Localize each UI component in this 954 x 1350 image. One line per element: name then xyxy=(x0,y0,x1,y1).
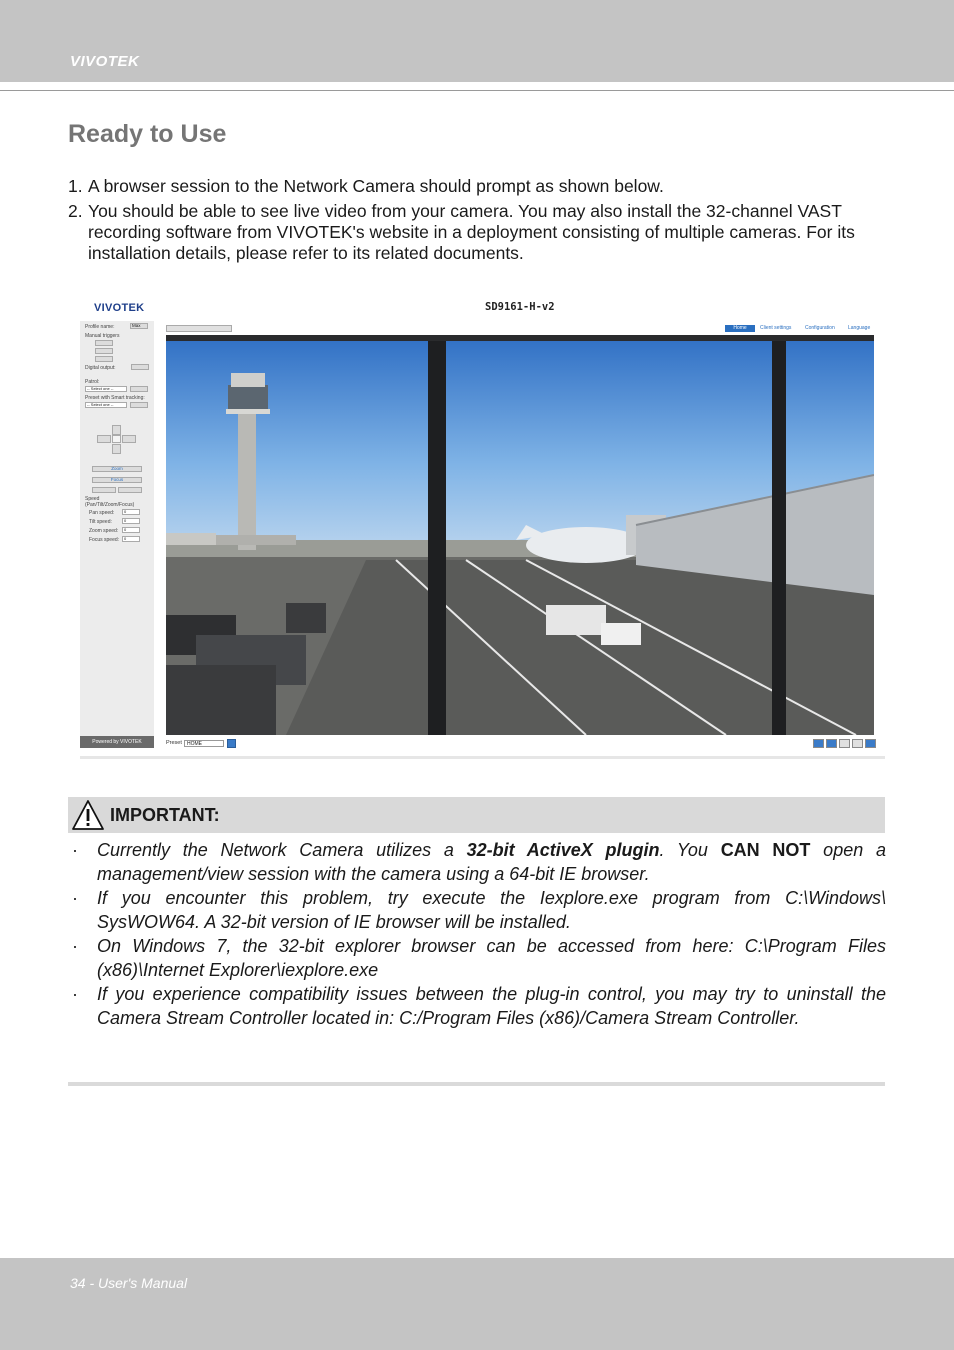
stream-tabs[interactable] xyxy=(166,325,232,332)
step-number: 2. xyxy=(68,201,83,221)
step-item xyxy=(68,201,888,264)
preset-smart-label: Preset with Smart tracking: xyxy=(85,395,145,401)
preset-smart-select[interactable]: -- Select one -- xyxy=(85,402,127,408)
patrol-label: Patrol: xyxy=(85,379,100,385)
bullet-text: On Windows 7, the 32-bit explorer browser can be accessed from here: C:\Program Files (x86)\Internet Explorer\iexplore.exe xyxy=(97,936,886,980)
trigger-toggle[interactable] xyxy=(95,356,113,362)
screenshot-nav xyxy=(725,325,875,332)
video-toolbar xyxy=(813,739,876,748)
speed-label: Speed xyxy=(85,496,100,502)
header-bar xyxy=(0,0,954,82)
record-button[interactable] xyxy=(826,739,837,748)
footer-bar xyxy=(0,1258,954,1350)
mute-button[interactable] xyxy=(839,739,850,748)
bullet-text xyxy=(97,838,886,886)
bullet-marker: · xyxy=(72,840,78,860)
nav-client-settings[interactable]: Client settings xyxy=(760,325,792,331)
snapshot-button[interactable] xyxy=(813,739,824,748)
zoom-speed-select[interactable]: 0 xyxy=(122,527,140,533)
home-button[interactable] xyxy=(112,435,121,443)
profile-select[interactable]: Max xyxy=(130,323,148,329)
patrol-select[interactable]: -- Select one -- xyxy=(85,386,127,392)
tilt-speed-label: Tilt speed: xyxy=(89,519,112,525)
bullet-emphasis: 32-bit ActiveX plugin xyxy=(466,840,660,860)
nav-language[interactable]: Language xyxy=(848,325,871,331)
list-item xyxy=(68,838,886,886)
nav-configuration[interactable]: Configuration xyxy=(805,325,835,331)
screenshot-model-title: SD9161-H-v2 xyxy=(485,301,555,313)
bullet-text-part: Currently the Network Camera utilizes a xyxy=(97,840,467,860)
preset-select[interactable]: HOME xyxy=(184,740,224,747)
bullet-marker: · xyxy=(72,936,78,956)
bullet-emphasis: CAN NOT xyxy=(720,840,811,860)
step-text: You should be able to see live video from your camera. You may also install the 32-channel VAST recording software from VIVOTEK's website in a deployment consisting of multiple cameras. For its installation details, please refer to its related documents. xyxy=(88,201,855,263)
step-list xyxy=(68,176,888,268)
bullet-text-part: . You xyxy=(659,840,721,860)
live-video-view[interactable] xyxy=(166,335,874,735)
list-item xyxy=(68,934,886,982)
bullet-text-part: open a management/view session with the camera using a 64-bit IE browser. xyxy=(97,840,886,884)
digital-output-toggle[interactable] xyxy=(131,364,149,370)
preset-label: Preset xyxy=(166,740,182,746)
focus-speed-select[interactable]: 0 xyxy=(122,536,140,542)
warning-icon xyxy=(71,798,105,832)
trigger-toggle[interactable] xyxy=(95,348,113,354)
pan-speed-select[interactable]: 0 xyxy=(122,509,140,515)
nav-home[interactable]: Home xyxy=(725,325,755,332)
list-item xyxy=(68,982,886,1030)
step-text: A browser session to the Network Camera should prompt as shown below. xyxy=(88,176,664,196)
step-item xyxy=(68,176,888,197)
talk-button[interactable] xyxy=(852,739,863,748)
section-divider xyxy=(68,1082,885,1086)
manual-trigger-label: Manual triggers xyxy=(85,333,120,339)
digital-output-label: Digital output: xyxy=(85,365,116,371)
zoom-control[interactable]: Zoom xyxy=(92,466,142,472)
preset-go-button[interactable] xyxy=(227,739,236,748)
page-title: Ready to Use xyxy=(68,120,227,148)
pan-left-button[interactable] xyxy=(97,435,111,443)
pan-button[interactable] xyxy=(92,487,116,493)
page-number: 34 - User's Manual xyxy=(70,1275,188,1291)
bullet-marker: · xyxy=(72,888,78,908)
bullet-text: If you encounter this problem, try execute the Iexplore.exe program from C:\Windows\ SysWOW64. A 32-bit version of IE browser will be installed. xyxy=(97,888,886,932)
profile-name-label: Profile name: xyxy=(85,324,115,330)
bullet-text: If you experience compatibility issues between the plug-in control, you may try to uninstall the Camera Stream Controller located in: C:/Program Files (x86)/Camera Stream Controller. xyxy=(97,984,886,1028)
header-brand: VIVOTEK xyxy=(70,53,140,70)
track-button[interactable] xyxy=(130,402,148,408)
camera-ui-screenshot xyxy=(80,292,885,759)
pan-speed-label: Pan speed: xyxy=(89,510,115,516)
step-number: 1. xyxy=(68,176,83,196)
tilt-down-button[interactable] xyxy=(112,444,121,454)
stop-button[interactable] xyxy=(118,487,142,493)
important-list xyxy=(68,838,886,1030)
control-panel xyxy=(80,321,154,748)
important-bar xyxy=(68,797,885,833)
zoom-speed-label: Zoom speed: xyxy=(89,528,119,534)
header-rule xyxy=(0,90,954,91)
screenshot-logo: VIVOTEK xyxy=(94,302,145,314)
fullscreen-button[interactable] xyxy=(865,739,876,748)
patrol-button[interactable] xyxy=(130,386,148,392)
tilt-up-button[interactable] xyxy=(112,425,121,435)
airport-scene-image xyxy=(166,335,874,735)
powered-by-bar: Powered by VIVOTEK xyxy=(80,736,154,748)
bullet-marker: · xyxy=(72,984,78,1004)
focus-speed-label: Focus speed: xyxy=(89,537,120,543)
important-label: IMPORTANT: xyxy=(110,805,220,825)
speed-sub-label: (Pan/Tilt/Zoom/Focus) xyxy=(85,502,135,508)
trigger-toggle[interactable] xyxy=(95,340,113,346)
focus-control[interactable]: Focus xyxy=(92,477,142,483)
tilt-speed-select[interactable]: 0 xyxy=(122,518,140,524)
list-item xyxy=(68,886,886,934)
pan-right-button[interactable] xyxy=(122,435,136,443)
